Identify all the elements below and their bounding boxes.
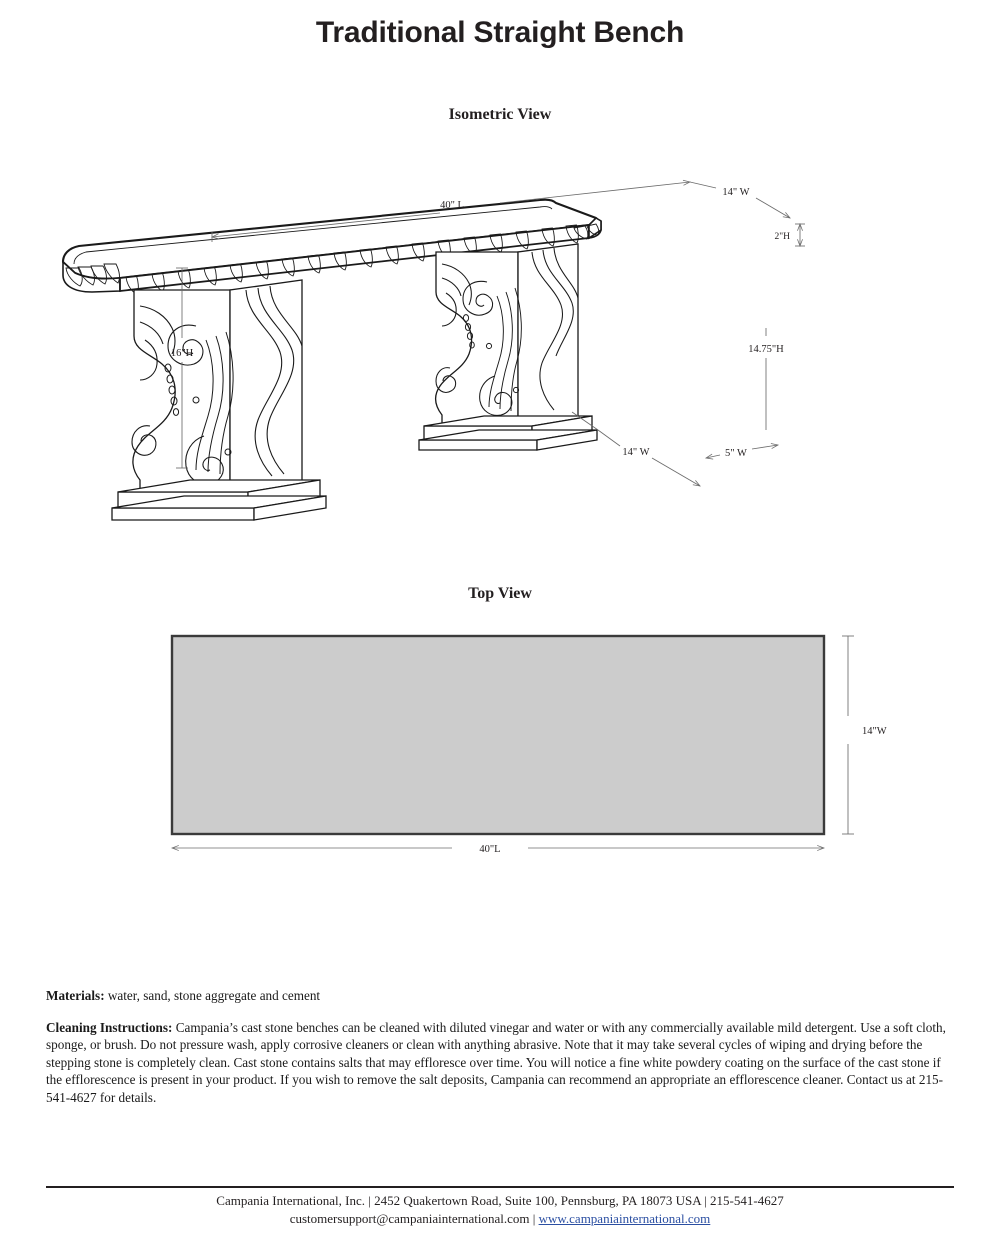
footer-website-link[interactable]: www.campaniainternational.com	[538, 1211, 711, 1227]
materials-text: water, sand, stone aggregate and cement	[104, 988, 321, 1003]
footer-separator: |	[529, 1211, 539, 1227]
cleaning-label: Cleaning Instructions:	[46, 1020, 173, 1035]
cleaning-text: Campania’s cast stone benches can be cleaned with diluted vinegar and water or with any commercially available mild detergent. Use a soft cloth, sponge, or brush. Do not pressure wash, apply corrosive cleaners or clean with anything abrasive. Note that it may take several cycles of wiping and drying before the stepping stone is completely clean. Cast stone contains salts that may effloresce over time. You will notice a fine white powdery coating on the surface of the cast stone if the efflorescence is present in your product. If you wish to remove the salt deposits, Campania can recommend an appropriate an efflorescence cleaner. Contact us at 215-541-4627 for details.	[46, 1020, 946, 1105]
isometric-view-drawing	[0, 140, 1000, 540]
dim-slab-height-label: 2"H	[774, 232, 790, 242]
cleaning-instructions-note	[46, 1019, 951, 1106]
dim-base-width-label: 14" W	[622, 447, 650, 458]
dim-overall-height-label: 16"H	[170, 348, 194, 359]
top-view-seat-rectangle	[172, 636, 824, 834]
top-view-length-label: 40"L	[479, 844, 501, 855]
footer-divider	[46, 1186, 954, 1188]
footer	[0, 1192, 1000, 1229]
top-view-heading: Top View	[468, 585, 532, 602]
page-title: Traditional Straight Bench	[315, 16, 685, 49]
footer-address-line: Campania International, Inc. | 2452 Quakertown Road, Suite 100, Pennsburg, PA 18073 USA | 215-541-4627	[216, 1193, 784, 1208]
materials-label: Materials:	[46, 988, 105, 1003]
materials-note	[46, 987, 951, 1004]
top-view-width-label: 14"W	[862, 726, 887, 737]
top-view-drawing	[0, 620, 1000, 870]
dim-top-width-label: 14" W	[722, 187, 750, 198]
bench-leg-right	[419, 244, 597, 450]
dim-leg-height-label: 14.75"H	[748, 344, 784, 355]
dim-base-depth-label: 5" W	[725, 448, 747, 459]
dim-length-label: 40" L	[440, 200, 464, 211]
footer-email[interactable]: customersupport@campaniainternational.com	[289, 1211, 530, 1227]
footer-contact-line	[0, 1210, 1000, 1228]
isometric-view-heading: Isometric View	[448, 106, 552, 123]
bench-leg-left	[112, 280, 326, 520]
bench-isometric-illustration	[63, 182, 805, 520]
